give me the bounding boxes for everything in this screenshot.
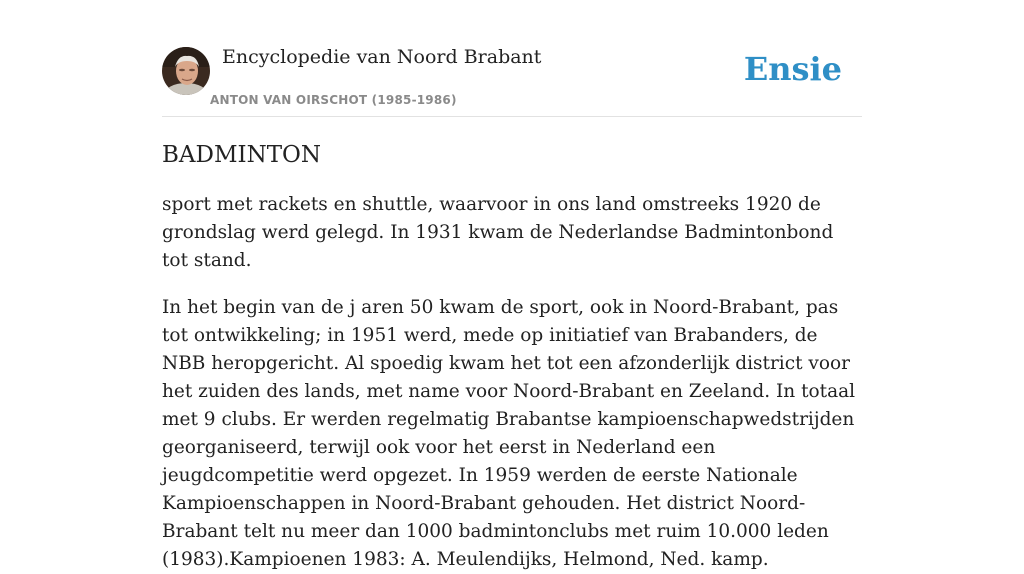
author-avatar[interactable] bbox=[162, 47, 210, 95]
author-name[interactable]: ANTON VAN OIRSCHOT (1985-1986) bbox=[210, 93, 457, 107]
article-paragraph: In het begin van de j aren 50 kwam de sport, ook in Noord-Brabant, pas tot ontwikkeling; in 1951 werd, mede op initiatief van Brabanders, de NBB heropgericht. Al spoedig kwam het tot een afzonderlijk district voor het zuiden des lands, met name voor Noord-Brabant en Zeeland. In totaal met 9 clubs. Er werden regelmatig Brabantse kampioenschapwedstrijden georganiseerd, terwijl ook voor het eerst in Nederland een jeugdcompetitie werd opgezet. In 1959 werden de eerste Nationale Kampioenschappen in Noord-Brabant gehouden. Het district Noord-Brabant telt nu meer dan 1000 badmintonclubs met ruim 10.000 leden (1983).Kampioenen 1983: A. Meulendijks, Helmond, Ned. kamp. bbox=[162, 297, 856, 570]
article-title: BADMINTON bbox=[162, 142, 322, 168]
page-header bbox=[162, 44, 862, 117]
author-portrait-icon bbox=[162, 47, 210, 95]
encyclopedia-title[interactable]: Encyclopedie van Noord Brabant bbox=[222, 46, 542, 68]
article bbox=[162, 138, 862, 574]
site-logo[interactable]: Ensie bbox=[743, 50, 842, 88]
article-paragraph: sport met rackets en shuttle, waarvoor in ons land omstreeks 1920 de grondslag werd gelegd. In 1931 kwam de Nederlandse Badmintonbond tot stand. bbox=[162, 194, 834, 271]
